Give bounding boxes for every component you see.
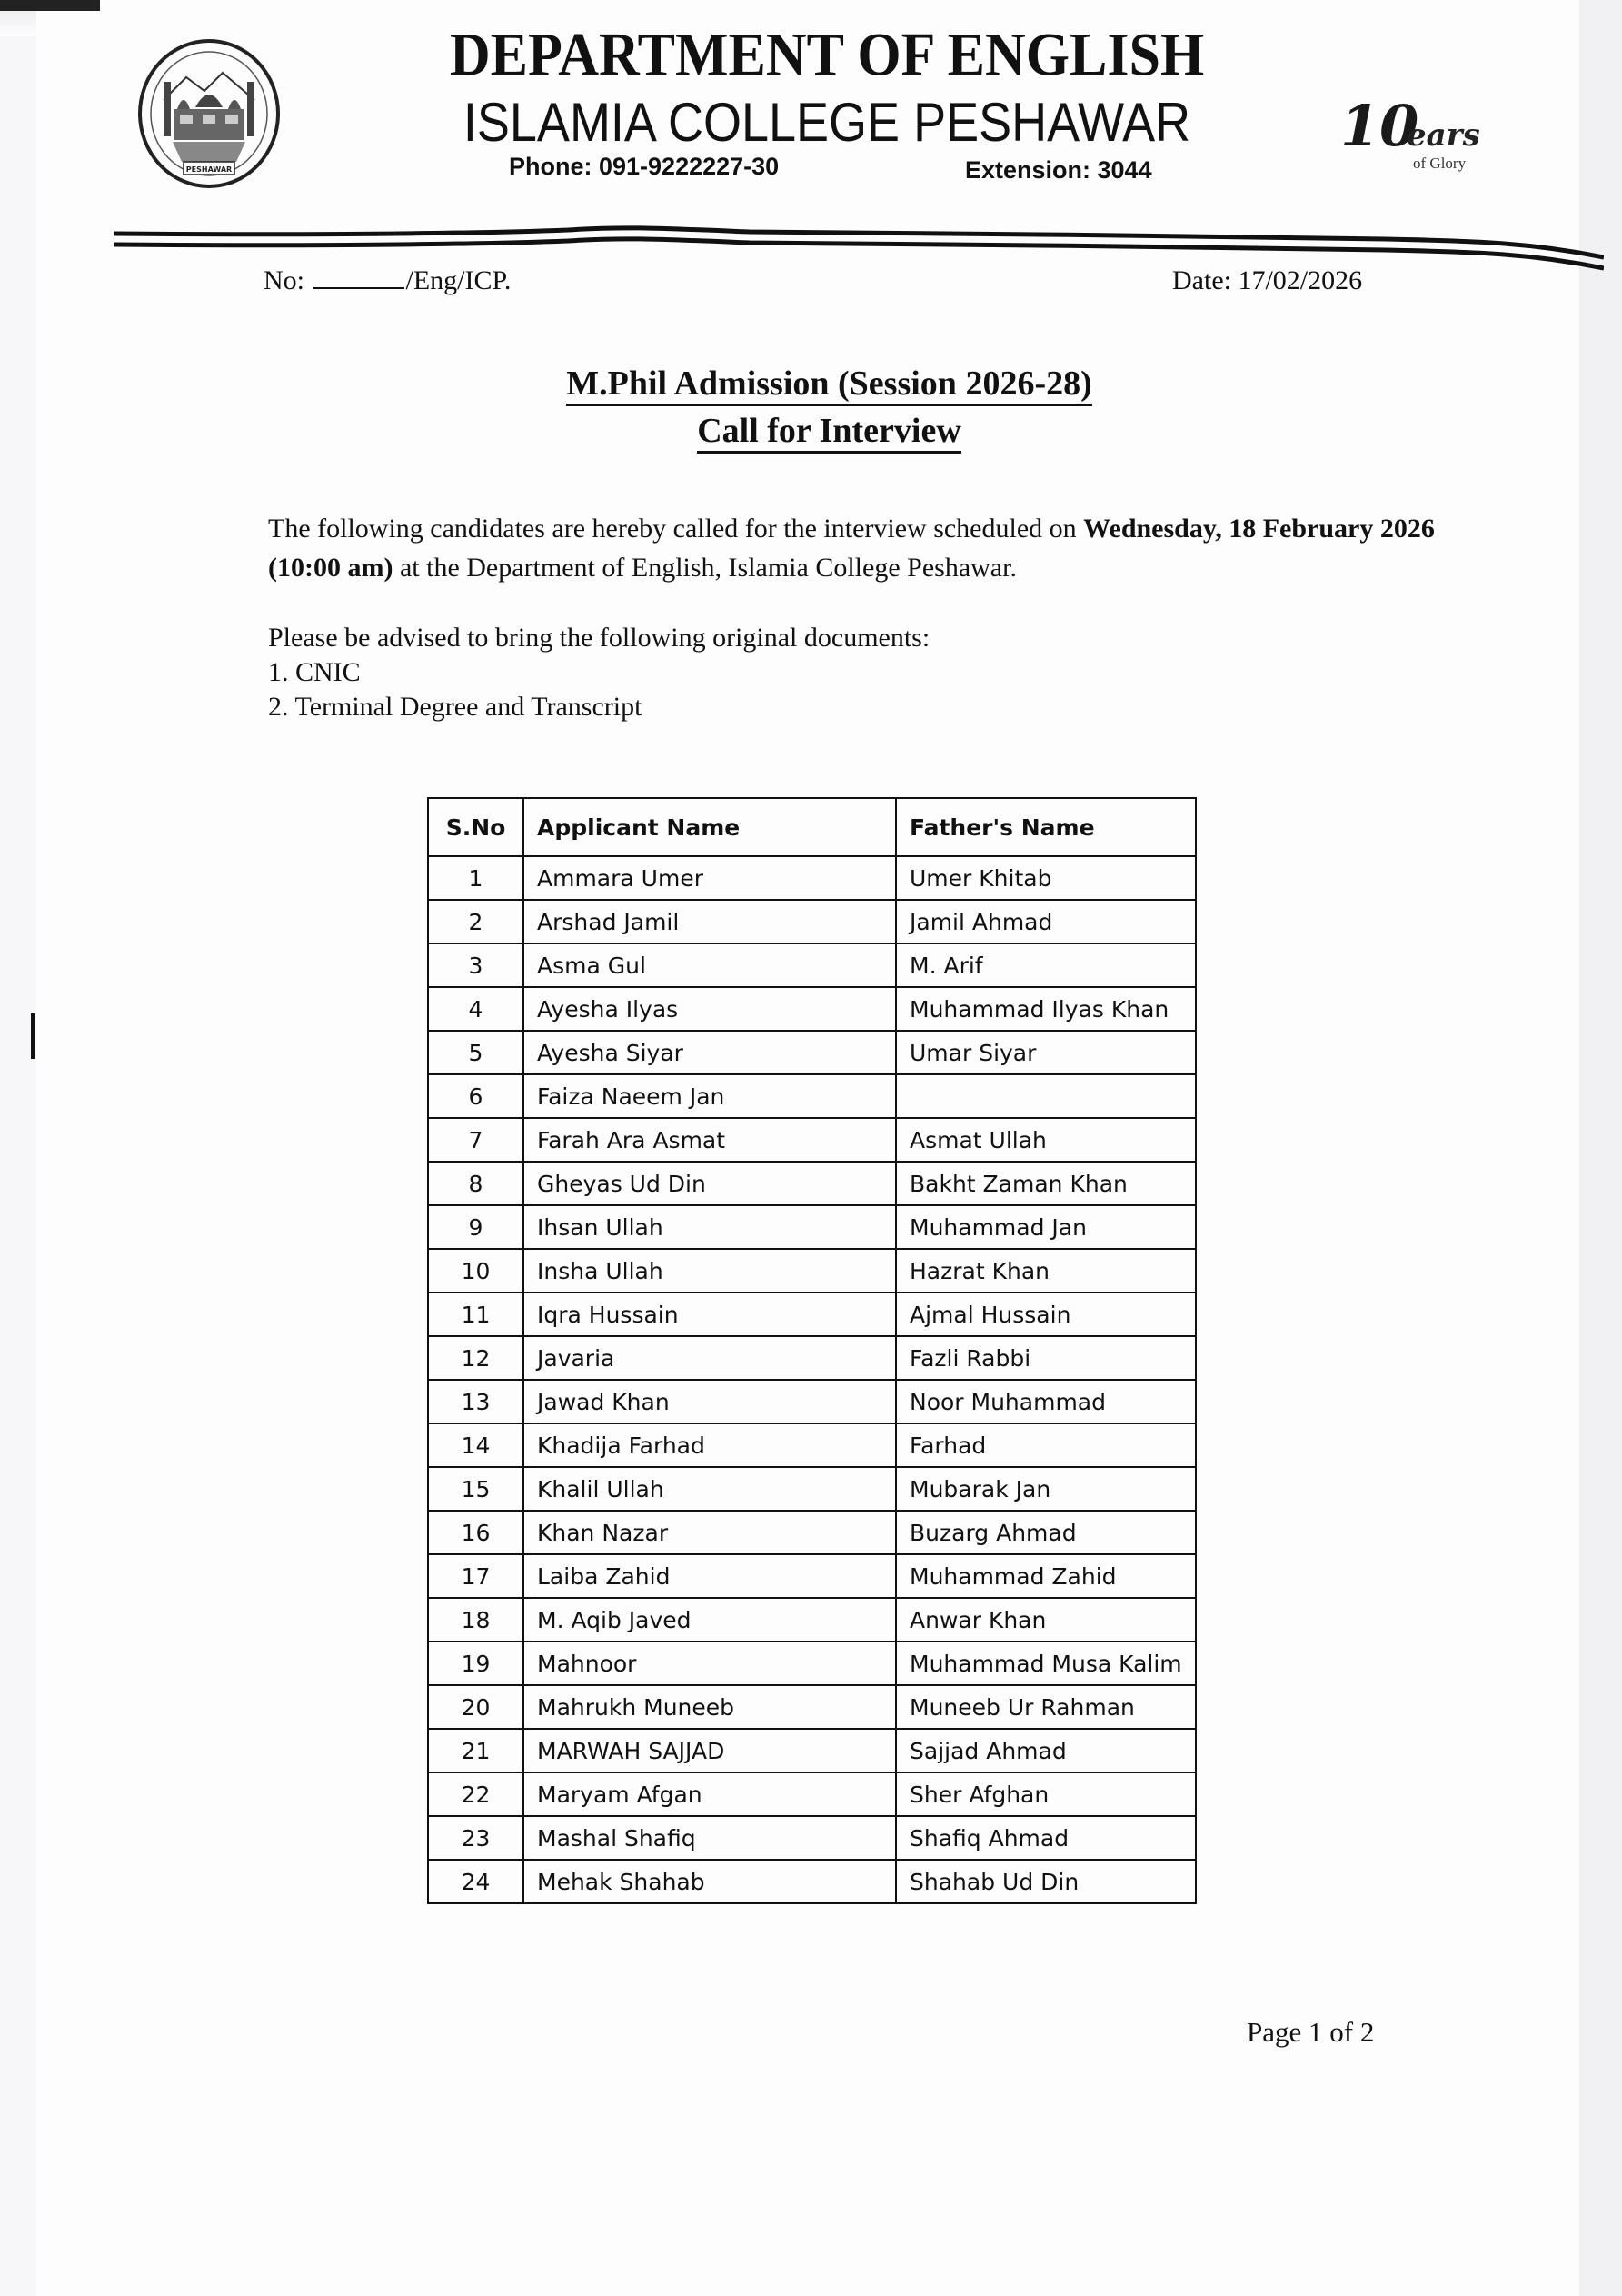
table-row — [428, 987, 1196, 1031]
documents-section — [268, 621, 1358, 724]
cell-applicant-name: Insha Ullah — [523, 1249, 896, 1293]
cell-sno: 20 — [428, 1685, 523, 1729]
cell-applicant-name: Farah Ara Asmat — [523, 1118, 896, 1162]
cell-sno: 24 — [428, 1860, 523, 1903]
cell-father-name: Sher Afghan — [896, 1772, 1196, 1816]
centenary-logo — [1336, 82, 1495, 182]
cell-sno: 3 — [428, 943, 523, 987]
cell-sno: 11 — [428, 1293, 523, 1336]
cell-applicant-name: Ammara Umer — [523, 856, 896, 900]
scan-edge — [1579, 0, 1622, 2296]
table-row — [428, 1380, 1196, 1423]
table-row — [428, 1729, 1196, 1772]
table-row — [428, 1336, 1196, 1380]
cell-sno: 7 — [428, 1118, 523, 1162]
cell-father-name: Shahab Ud Din — [896, 1860, 1196, 1903]
cell-father-name: Mubarak Jan — [896, 1467, 1196, 1511]
cell-father-name: Jamil Ahmad — [896, 900, 1196, 943]
cell-applicant-name: Iqra Hussain — [523, 1293, 896, 1336]
college-name: ISLAMIA COLLEGE PESHAWAR — [463, 92, 1191, 154]
reference-number — [264, 265, 511, 296]
document-item: 2. Terminal Degree and Transcript — [268, 692, 642, 722]
cell-father-name: Muhammad Zahid — [896, 1554, 1196, 1598]
table-row — [428, 1816, 1196, 1860]
cell-father-name: Muhammad Ilyas Khan — [896, 987, 1196, 1031]
cell-sno: 14 — [428, 1423, 523, 1467]
table-row — [428, 1598, 1196, 1642]
reference-blank — [313, 287, 404, 289]
table-row — [428, 1293, 1196, 1336]
cell-father-name: Fazli Rabbi — [896, 1336, 1196, 1380]
cell-sno: 23 — [428, 1816, 523, 1860]
cell-sno: 8 — [428, 1162, 523, 1205]
table-row — [428, 900, 1196, 943]
scan-artifact — [0, 0, 100, 11]
table-row — [428, 1031, 1196, 1074]
cell-applicant-name: Mahnoor — [523, 1642, 896, 1685]
cell-applicant-name: Arshad Jamil — [523, 900, 896, 943]
cell-father-name: Ajmal Hussain — [896, 1293, 1196, 1336]
cell-sno: 1 — [428, 856, 523, 900]
cell-applicant-name: Ayesha Ilyas — [523, 987, 896, 1031]
table-row — [428, 1423, 1196, 1467]
candidates-table — [427, 797, 1197, 1904]
column-header-applicant: Applicant Name — [523, 798, 896, 856]
cell-sno: 21 — [428, 1729, 523, 1772]
page-number: Page 1 of 2 — [1247, 2016, 1375, 2048]
cell-applicant-name: Mahrukh Muneeb — [523, 1685, 896, 1729]
table-row — [428, 1685, 1196, 1729]
cell-applicant-name: Ayesha Siyar — [523, 1031, 896, 1074]
cell-father-name: Bakht Zaman Khan — [896, 1162, 1196, 1205]
cell-sno: 4 — [428, 987, 523, 1031]
table-row — [428, 1249, 1196, 1293]
cell-applicant-name: Javaria — [523, 1336, 896, 1380]
cell-father-name: Asmat Ullah — [896, 1118, 1196, 1162]
notice-title — [363, 364, 1295, 404]
cell-applicant-name: Ihsan Ullah — [523, 1205, 896, 1249]
notice-subtitle-text: Call for Interview — [697, 412, 961, 454]
phone-number: Phone: 091-9222227-30 — [509, 153, 780, 180]
department-title: DEPARTMENT OF ENGLISH — [449, 21, 1205, 89]
documents-instruction: Please be advised to bring the following original documents: — [268, 623, 930, 653]
table-row — [428, 856, 1196, 900]
cell-sno: 22 — [428, 1772, 523, 1816]
table-header-row — [428, 798, 1196, 856]
table-row — [428, 1467, 1196, 1511]
centenary-years: ears — [1407, 117, 1480, 154]
interview-datetime: Wednesday, 18 February 2026 (10:00 am) — [268, 514, 1435, 583]
cell-applicant-name: Khan Nazar — [523, 1511, 896, 1554]
cell-sno: 19 — [428, 1642, 523, 1685]
college-seal-logo — [136, 36, 282, 191]
cell-applicant-name: Mashal Shafiq — [523, 1816, 896, 1860]
notice-title-text: M.Phil Admission (Session 2026-28) — [566, 364, 1092, 406]
cell-applicant-name: Gheyas Ud Din — [523, 1162, 896, 1205]
cell-sno: 15 — [428, 1467, 523, 1511]
issue-date: Date: 17/02/2026 — [1172, 265, 1363, 295]
notice-subtitle — [363, 411, 1295, 451]
cell-applicant-name: Faiza Naeem Jan — [523, 1074, 896, 1118]
cell-applicant-name: Maryam Afgan — [523, 1772, 896, 1816]
announcement-end: at the Department of English, Islamia College Peshawar. — [393, 553, 1017, 583]
cell-father-name: Umar Siyar — [896, 1031, 1196, 1074]
cell-father-name: Umer Khitab — [896, 856, 1196, 900]
cell-applicant-name: M. Aqib Javed — [523, 1598, 896, 1642]
cell-sno: 6 — [428, 1074, 523, 1118]
reference-suffix: /Eng/ICP. — [405, 265, 512, 295]
cell-sno: 18 — [428, 1598, 523, 1642]
interview-announcement — [268, 509, 1449, 587]
reference-label: No: — [264, 265, 304, 295]
column-header-sno: S.No — [428, 798, 523, 856]
table-row — [428, 943, 1196, 987]
cell-applicant-name: Asma Gul — [523, 943, 896, 987]
cell-father-name: Hazrat Khan — [896, 1249, 1196, 1293]
table-row — [428, 1162, 1196, 1205]
table-row — [428, 1074, 1196, 1118]
cell-father-name: Farhad — [896, 1423, 1196, 1467]
document-item: 1. CNIC — [268, 657, 361, 687]
cell-father-name: Sajjad Ahmad — [896, 1729, 1196, 1772]
table-row — [428, 1554, 1196, 1598]
table-row — [428, 1118, 1196, 1162]
cell-sno: 17 — [428, 1554, 523, 1598]
scan-artifact — [31, 1013, 35, 1059]
cell-father-name: Anwar Khan — [896, 1598, 1196, 1642]
cell-sno: 9 — [428, 1205, 523, 1249]
cell-sno: 13 — [428, 1380, 523, 1423]
table-row — [428, 1772, 1196, 1816]
cell-father-name: Muhammad Musa Kalim — [896, 1642, 1196, 1685]
cell-father-name: Muneeb Ur Rahman — [896, 1685, 1196, 1729]
cell-applicant-name: Khadija Farhad — [523, 1423, 896, 1467]
seal-caption: PESHAWAR — [185, 165, 233, 174]
centenary-number: 10 — [1340, 93, 1419, 159]
cell-father-name: Shafiq Ahmad — [896, 1816, 1196, 1860]
cell-sno: 10 — [428, 1249, 523, 1293]
table-row — [428, 1860, 1196, 1903]
cell-father-name: Muhammad Jan — [896, 1205, 1196, 1249]
cell-father-name: M. Arif — [896, 943, 1196, 987]
extension-number: Extension: 3044 — [965, 156, 1152, 184]
announcement-start: The following candidates are hereby called for the interview scheduled on — [268, 514, 1084, 544]
cell-father-name — [896, 1074, 1196, 1118]
cell-applicant-name: Khalil Ullah — [523, 1467, 896, 1511]
cell-applicant-name: Jawad Khan — [523, 1380, 896, 1423]
cell-sno: 5 — [428, 1031, 523, 1074]
cell-sno: 16 — [428, 1511, 523, 1554]
cell-father-name: Buzarg Ahmad — [896, 1511, 1196, 1554]
cell-applicant-name: MARWAH SAJJAD — [523, 1729, 896, 1772]
table-row — [428, 1642, 1196, 1685]
cell-father-name: Noor Muhammad — [896, 1380, 1196, 1423]
table-row — [428, 1511, 1196, 1554]
cell-applicant-name: Mehak Shahab — [523, 1860, 896, 1903]
cell-sno: 12 — [428, 1336, 523, 1380]
table-row — [428, 1205, 1196, 1249]
cell-sno: 2 — [428, 900, 523, 943]
centenary-caption: of Glory — [1413, 155, 1467, 172]
column-header-father: Father's Name — [896, 798, 1196, 856]
cell-applicant-name: Laiba Zahid — [523, 1554, 896, 1598]
